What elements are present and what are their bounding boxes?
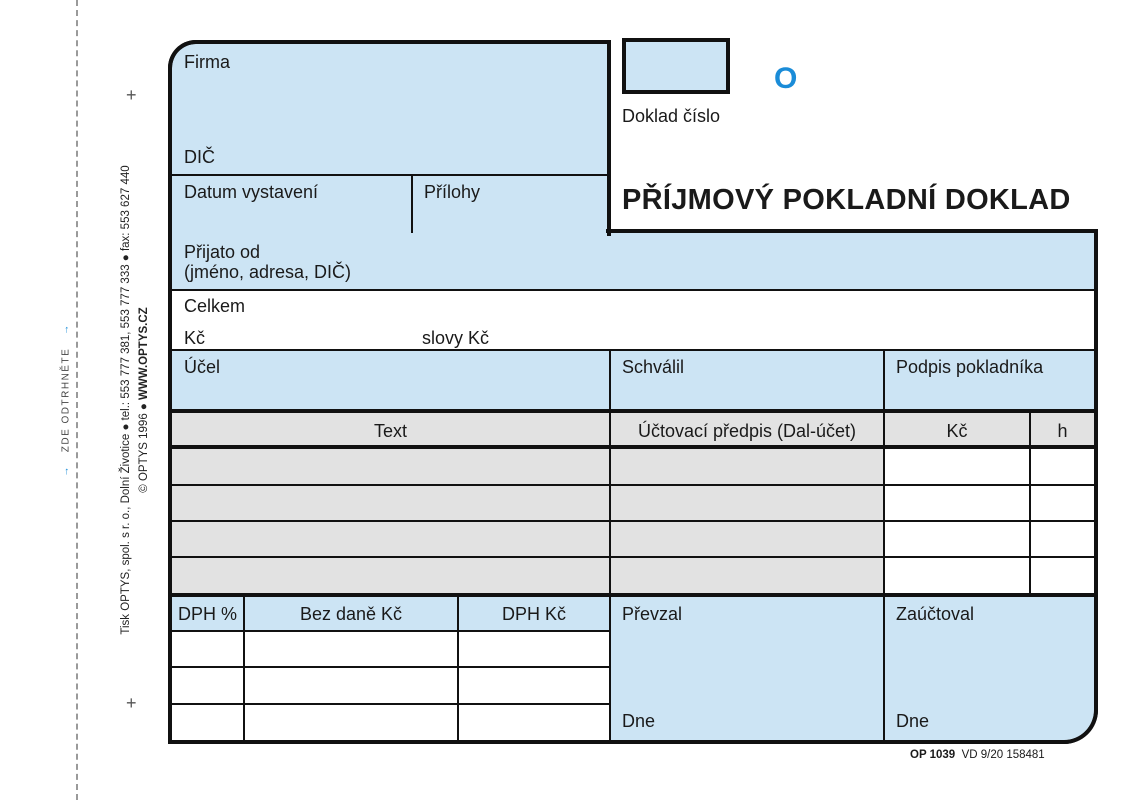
celkem-row[interactable]	[172, 291, 1094, 349]
vat-header-tax: DPH Kč	[501, 604, 566, 624]
firma-label: Firma	[184, 52, 230, 72]
divider	[883, 413, 885, 593]
divider	[170, 174, 609, 176]
tear-text-rotated	[61, 323, 72, 476]
printer-info-line1: Tisk OPTYS, spol. s r. o., Dolní Životice ● tel.: 553 777 381, 553 777 333 ● fax: 553 627 440	[120, 165, 132, 635]
printer-info-rotated	[120, 165, 132, 634]
doc-number-mark: O	[774, 62, 798, 95]
form-code: OP 1039	[910, 749, 956, 761]
divider	[609, 597, 611, 740]
doc-number-box[interactable]	[622, 38, 730, 94]
kc-label: Kč	[184, 328, 206, 348]
datum-label: Datum vystavení	[184, 182, 319, 202]
divider	[457, 597, 459, 740]
divider	[172, 484, 1094, 486]
vat-rows[interactable]	[172, 632, 609, 740]
website-text: WWW.OPTYS.CZ	[138, 307, 150, 400]
copyright-rotated	[138, 307, 150, 492]
prijato-label-line1: Přijato od	[184, 242, 261, 262]
divider	[606, 229, 1098, 233]
vat-header-base: Bez daně Kč	[299, 604, 403, 624]
divider	[411, 175, 413, 233]
divider	[172, 520, 1094, 522]
copyright-text: © OPTYS 1996 ●	[138, 399, 150, 493]
schvalil-label: Schválil	[622, 357, 685, 377]
divider	[243, 597, 245, 740]
footer	[910, 749, 1045, 761]
divider	[609, 413, 611, 593]
col-header-text: Text	[373, 421, 407, 441]
divider	[172, 556, 1094, 558]
col-header-h: h	[1057, 421, 1068, 441]
podpis-label: Podpis pokladníka	[896, 357, 1044, 377]
divider	[172, 666, 609, 668]
registration-mark-top: +	[126, 85, 137, 105]
arrow-icon: →	[60, 323, 72, 335]
slovy-label: slovy Kč	[422, 328, 490, 348]
form-version: VD 9/20 158481	[961, 749, 1045, 761]
col-header-kc: Kč	[946, 421, 968, 441]
dne-label: Dne	[622, 711, 656, 731]
tear-text: ZDE ODTRHNĚTE	[60, 347, 72, 453]
zauctoval-label: Zaúčtoval	[896, 604, 975, 624]
ucel-label: Účel	[184, 357, 221, 377]
divider	[172, 703, 609, 705]
form-title: PŘÍJMOVÝ POKLADNÍ DOKLAD	[622, 184, 1071, 216]
celkem-label: Celkem	[184, 296, 246, 316]
divider	[609, 351, 611, 411]
tear-line	[76, 0, 78, 800]
registration-mark-bottom: +	[126, 693, 137, 713]
divider	[883, 351, 885, 411]
arrow-icon: →	[60, 465, 72, 477]
dic-label: DIČ	[184, 147, 215, 167]
prijato-label-line2: (jméno, adresa, DIČ)	[184, 262, 352, 282]
prilohy-label: Přílohy	[424, 182, 481, 202]
divider	[883, 597, 885, 740]
doc-number-label: Doklad číslo	[622, 106, 721, 126]
vat-header-rate: DPH %	[177, 604, 237, 624]
prevzal-label: Převzal	[622, 604, 683, 624]
dne-label: Dne	[896, 711, 930, 731]
firma-block	[168, 40, 611, 236]
divider	[1029, 413, 1031, 593]
col-header-ucet: Účtovací předpis (Dal-účet)	[637, 421, 857, 441]
